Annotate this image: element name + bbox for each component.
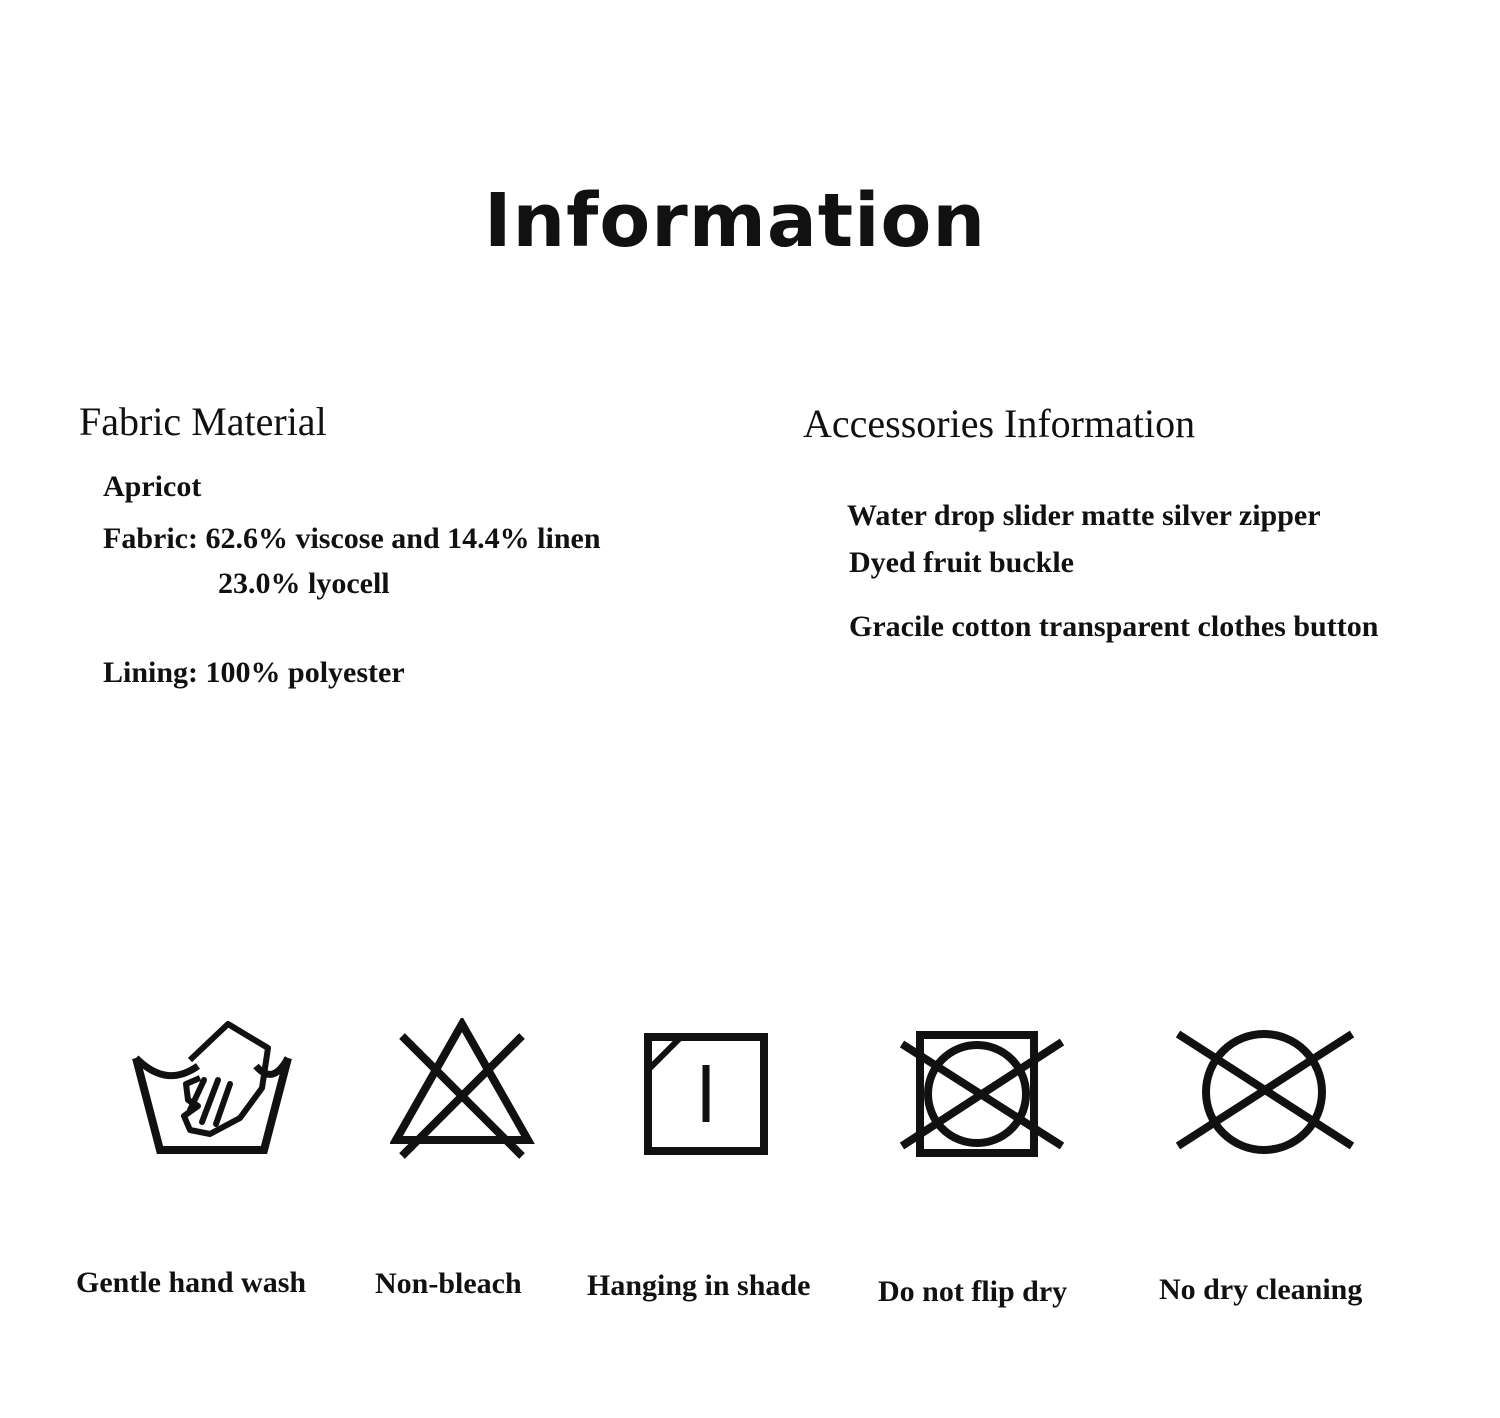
accessory-item: Dyed fruit buckle (849, 546, 1074, 579)
no-dry-clean-icon (1172, 1028, 1358, 1156)
lining-composition: Lining: 100% polyester (103, 656, 405, 689)
care-label-no-bleach: Non-bleach (375, 1267, 522, 1300)
care-label-no-dry-clean: No dry cleaning (1159, 1273, 1363, 1306)
care-label-shade-dry: Hanging in shade (587, 1269, 811, 1302)
care-label-no-tumble-dry: Do not flip dry (878, 1275, 1068, 1308)
accessories-heading: Accessories Information (803, 401, 1196, 446)
fabric-composition: Fabric: 62.6% viscose and 14.4% linen (103, 522, 601, 555)
care-label-hand-wash: Gentle hand wash (76, 1266, 307, 1299)
fabric-composition-cont: 23.0% lyocell (218, 567, 390, 600)
no-bleach-icon (390, 1018, 535, 1163)
fabric-heading: Fabric Material (79, 399, 327, 444)
line-dry-shade-icon (643, 1032, 769, 1156)
accessory-item: Water drop slider matte silver zipper (847, 499, 1321, 532)
no-tumble-dry-icon (898, 1030, 1066, 1158)
accessory-item: Gracile cotton transparent clothes button (849, 610, 1379, 643)
hand-wash-icon (128, 1018, 298, 1158)
fabric-color: Apricot (103, 470, 202, 503)
page-title: Information (483, 178, 987, 264)
